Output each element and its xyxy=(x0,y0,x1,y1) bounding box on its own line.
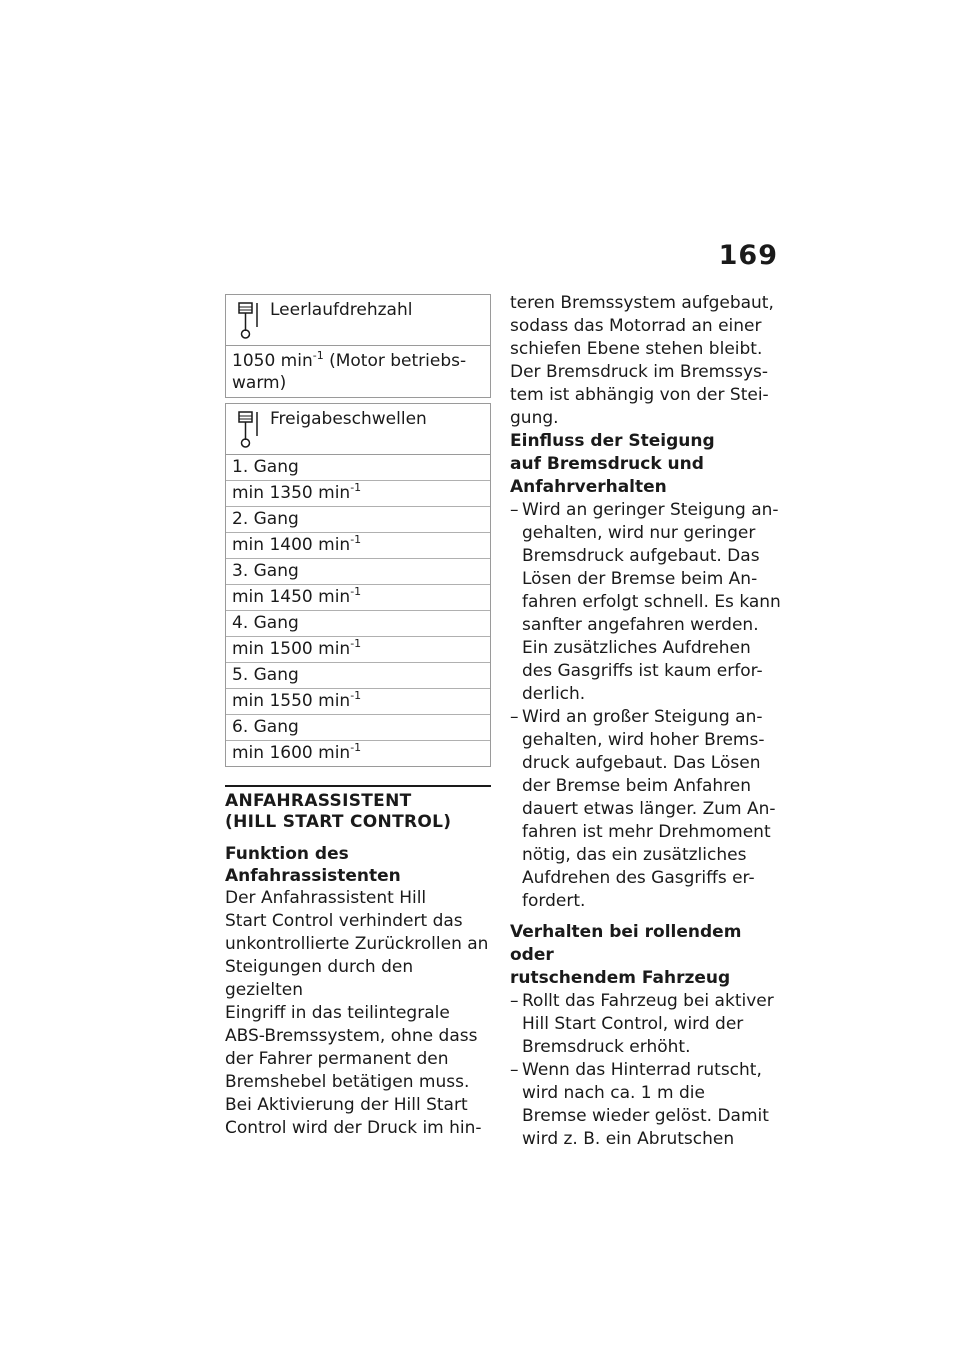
engine-piston-icon xyxy=(236,301,260,343)
gear-label: 1. Gang xyxy=(226,455,490,481)
page-number: 169 xyxy=(718,240,778,271)
idle-speed-table xyxy=(225,294,491,398)
right-column xyxy=(510,292,782,1151)
gear-value: min 1450 $\min^{-1}$ xyxy=(226,585,490,611)
list-item: – Rollt das Fahrzeug bei aktiver Hill Start Control, wird der Bremsdruck erhöht. xyxy=(510,991,774,1057)
gear-value: min 1600 $\min^{-1}$ xyxy=(232,741,362,763)
gear-label: 6. Gang xyxy=(226,715,490,741)
gear-value: min 1400 $\min^{-1}$ xyxy=(226,533,490,559)
threshold-label: Freigabeschwellen xyxy=(270,409,427,429)
subsection-title: Funktion des Anfahrassistenten xyxy=(225,844,401,886)
section-title: ANFAHRASSISTENT (HILL START CONTROL) xyxy=(225,791,452,832)
list-item: – Wird an geringer Steigung an- gehalten, wird nur geringer Bremsdruck aufgebaut. Das Lösen der Bremse beim An- fahren erfolgt schnell. Es kann sanfter angefahren werden. Ein zusätzliches Aufdrehen des Gasgriffs ist kaum erfor- derlich. xyxy=(510,500,781,704)
idle-speed-header xyxy=(226,295,490,346)
continued-paragraph: teren Bremssystem aufgebaut, sodass das Motorrad an einer schiefen Ebene stehen bleibt. Der Bremsdruck im Bremssys- tem ist abhängig von der Stei- gung. xyxy=(510,293,774,428)
left-column xyxy=(225,294,491,1140)
gear-label: 4. Gang xyxy=(226,611,490,637)
subsection-title-slope: Einfluss der Steigung auf Bremsdruck und Anfahrverhalten xyxy=(510,431,715,497)
subsection-title-rolling: Verhalten bei rollendem oder rutschendem Fahrzeug xyxy=(510,922,742,988)
gear-value: min 1500 $\min^{-1}$ xyxy=(226,637,490,663)
gear-label: 2. Gang xyxy=(226,507,490,533)
body-paragraph: Der Anfahrassistent Hill Start Control verhindert das unkontrollierte Zurückrollen an Steigungen durch den gezielten Eingriff in das teilintegrale ABS-Bremssystem, ohne dass der Fahrer permanent den Bremshebel betätigen muss. Bei Aktivierung der Hill Start Control wird der Druck im hin- xyxy=(225,888,489,1138)
idle-speed-label: Leerlaufdrehzahl xyxy=(270,300,413,320)
gear-value: min 1350 $\min^{-1}$ xyxy=(226,481,490,507)
list-item: – Wird an großer Steigung an- gehalten, wird hoher Brems- druck aufgebaut. Das Lösen der Bremse beim Anfahren dauert etwas länger. Zum An- fahren ist mehr Drehmoment nötig, das ein zusätzliches Aufdrehen des Gasgriffs er- fordert. xyxy=(510,707,776,911)
list-item: – Wenn das Hinterrad rutscht, wird nach ca. 1 m die Bremse wieder gelöst. Damit wird z. B. ein Abrutschen xyxy=(510,1060,769,1149)
threshold-table xyxy=(225,403,491,767)
engine-piston-icon xyxy=(236,410,260,452)
section-divider xyxy=(225,785,491,787)
idle-speed-value: 1050 $\min^{-1}$ (Motor betriebs- warm) xyxy=(232,349,467,393)
gear-label: 5. Gang xyxy=(226,663,490,689)
gear-value: min 1550 $\min^{-1}$ xyxy=(226,689,490,715)
threshold-header xyxy=(226,404,490,455)
gear-label: 3. Gang xyxy=(226,559,490,585)
